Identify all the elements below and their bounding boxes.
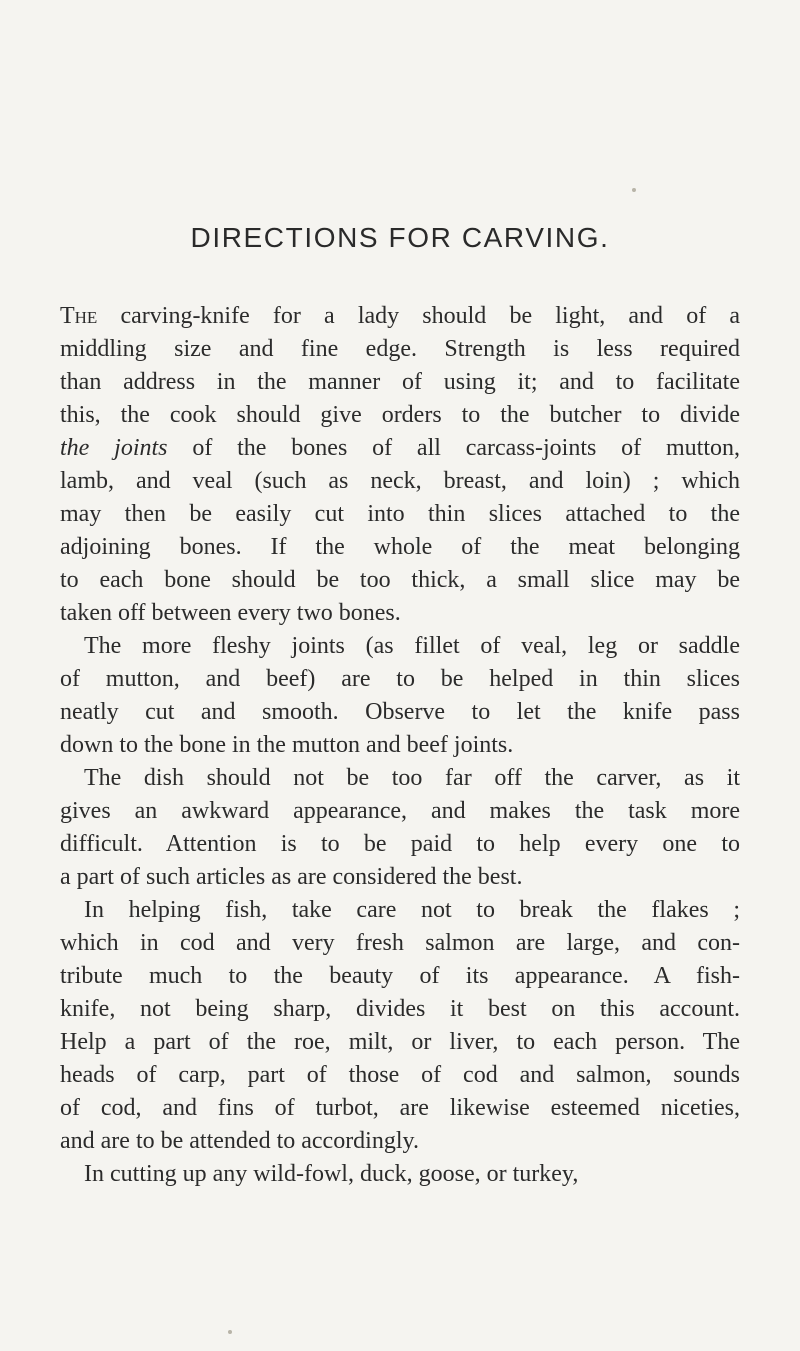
- text-line: [60, 300, 740, 333]
- line-text: knife, not being sharp, divides it best on this account.: [60, 996, 740, 1022]
- text-line: [60, 531, 740, 564]
- text-line: [60, 993, 740, 1026]
- line-text: difficult. Attention is to be paid to help every one to: [60, 831, 740, 857]
- text-line: [60, 333, 740, 366]
- text-line: [60, 1059, 740, 1092]
- line-text: adjoining bones. If the whole of the meat belonging: [60, 534, 740, 560]
- line-text: to each bone should be too thick, a small slice may be: [60, 567, 740, 593]
- line-text: of the bones of all carcass-joints of mutton,: [167, 435, 740, 461]
- text-line: [60, 696, 740, 729]
- text-line: [60, 366, 740, 399]
- text-line: [60, 663, 740, 696]
- paragraph: [60, 1158, 740, 1191]
- text-line: [60, 861, 740, 894]
- text-line: [60, 828, 740, 861]
- page-heading: DIRECTIONS FOR CARVING.: [190, 222, 610, 253]
- text-line: [60, 1125, 740, 1158]
- line-text: carving-knife for a lady should be light, and of a: [97, 303, 740, 329]
- text-line: [60, 498, 740, 531]
- paragraph: [60, 762, 740, 894]
- text-line: [60, 465, 740, 498]
- text-line: [60, 894, 740, 927]
- smallcaps-lead: The: [60, 303, 98, 329]
- line-text: In helping fish, take care not to break the flakes ;: [84, 897, 740, 923]
- line-text: of cod, and fins of turbot, are likewise esteemed niceties,: [60, 1095, 740, 1121]
- line-text: tribute much to the beauty of its appearance. A fish-: [60, 963, 740, 989]
- text-line: [60, 1026, 740, 1059]
- line-text: Help a part of the roe, milt, or liver, to each person. The: [60, 1029, 740, 1055]
- text-line: [60, 729, 740, 762]
- line-text: taken off between every two bones.: [60, 600, 401, 626]
- paragraph: [60, 630, 740, 762]
- paragraph: [60, 894, 740, 1158]
- paper-speck: [228, 1330, 232, 1334]
- text-line: [60, 1158, 740, 1191]
- line-text: The more fleshy joints (as fillet of veal, leg or saddle: [84, 633, 740, 659]
- text-line: [60, 960, 740, 993]
- line-text: and are to be attended to accordingly.: [60, 1128, 419, 1154]
- line-text: In cutting up any wild-fowl, duck, goose, or turkey,: [84, 1161, 579, 1187]
- line-text: may then be easily cut into thin slices attached to the: [60, 501, 740, 527]
- line-text: middling size and fine edge. Strength is less required: [60, 336, 740, 362]
- paper-speck: [632, 188, 636, 192]
- text-line: [60, 795, 740, 828]
- line-text: which in cod and very fresh salmon are large, and con-: [60, 930, 740, 956]
- line-text: gives an awkward appearance, and makes the task more: [60, 798, 740, 824]
- paragraph: [60, 300, 740, 630]
- text-line: [60, 564, 740, 597]
- line-text: lamb, and veal (such as neck, breast, and loin) ; which: [60, 468, 740, 494]
- line-text: this, the cook should give orders to the butcher to divide: [60, 402, 740, 428]
- text-line: [60, 432, 740, 465]
- line-text: The dish should not be too far off the carver, as it: [84, 765, 740, 791]
- line-text: of mutton, and beef) are to be helped in thin slices: [60, 666, 740, 692]
- line-text: down to the bone in the mutton and beef joints.: [60, 732, 514, 758]
- text-line: [60, 927, 740, 960]
- text-line: [60, 1092, 740, 1125]
- line-text: heads of carp, part of those of cod and salmon, sounds: [60, 1062, 740, 1088]
- body-text: [60, 300, 740, 1191]
- text-line: [60, 630, 740, 663]
- line-text: a part of such articles as are considered the best.: [60, 864, 523, 890]
- text-line: [60, 597, 740, 630]
- text-line: [60, 762, 740, 795]
- line-text: neatly cut and smooth. Observe to let the knife pass: [60, 699, 740, 725]
- line-text: than address in the manner of using it; and to facilitate: [60, 369, 740, 395]
- text-line: [60, 399, 740, 432]
- italic-lead: the joints: [60, 435, 168, 461]
